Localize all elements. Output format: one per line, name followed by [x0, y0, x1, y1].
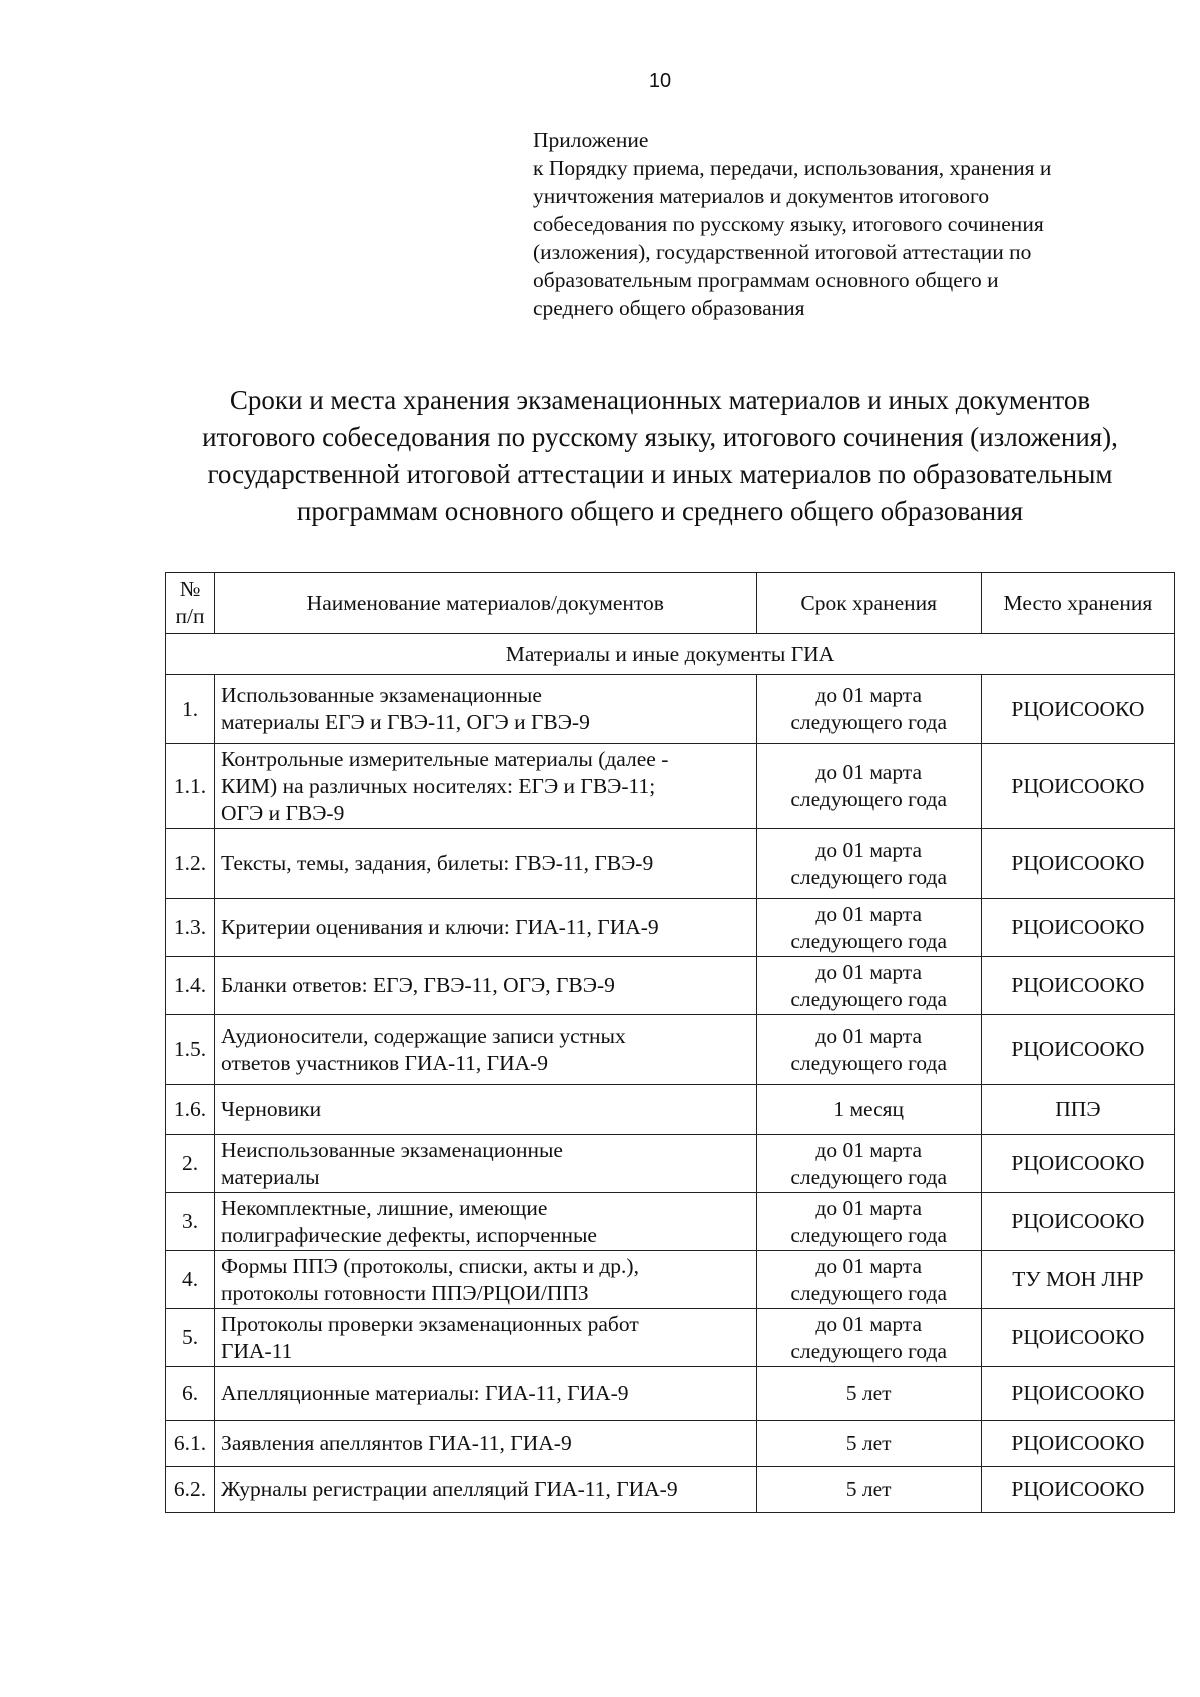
- section-row: [166, 634, 1175, 675]
- row-term-line: следующего года: [790, 864, 948, 889]
- row-number: [166, 899, 215, 957]
- row-place: [981, 1367, 1174, 1421]
- row-name-line: Неиспользованные экзаменационные: [221, 1137, 563, 1162]
- row-number: [166, 957, 215, 1015]
- row-term-line: до 01 марта: [815, 1311, 922, 1336]
- row-place: [981, 899, 1174, 957]
- row-term: [756, 1085, 981, 1135]
- table-row: [166, 957, 1175, 1015]
- row-term-line: до 01 марта: [815, 1195, 922, 1220]
- title-line: Сроки и места хранения экзаменационных материалов и иных документов: [229, 385, 1091, 415]
- table-header-row: [166, 573, 1175, 634]
- table-row: [166, 1467, 1175, 1513]
- row-place: [981, 1309, 1174, 1367]
- row-place: [981, 1135, 1174, 1193]
- row-place: [981, 1251, 1174, 1309]
- annex-line: уничтожения материалов и документов итогового: [533, 184, 990, 208]
- row-name-line: Черновики: [221, 1097, 322, 1121]
- header-num-line: п/п: [175, 604, 205, 628]
- row-term: [756, 1135, 981, 1193]
- row-number-line: 1.5.: [173, 1037, 207, 1061]
- row-name: [215, 899, 757, 957]
- row-place: [981, 829, 1174, 899]
- header-place: Место хранения: [981, 573, 1174, 634]
- row-term-line: 1 месяц: [833, 1097, 905, 1121]
- row-place-line: РЦОИСООКО: [1011, 1037, 1145, 1061]
- row-number-line: 6.: [181, 1381, 199, 1405]
- row-term-line: до 01 марта: [815, 837, 922, 862]
- row-name-line: ответов участников ГИА-11, ГИА-9: [221, 1050, 549, 1075]
- row-term-line: следующего года: [790, 928, 948, 953]
- row-number-line: 1.4.: [173, 973, 207, 997]
- table-row: [166, 1085, 1175, 1135]
- row-number-line: 6.2.: [173, 1477, 207, 1501]
- row-number: [166, 1467, 215, 1513]
- page-number: 10: [648, 70, 672, 92]
- row-number-line: 5.: [181, 1325, 199, 1349]
- row-term: [756, 1367, 981, 1421]
- row-term-line: 5 лет: [845, 1381, 892, 1405]
- row-place-line: РЦОИСООКО: [1011, 1431, 1145, 1455]
- table-row: [166, 1309, 1175, 1367]
- row-place-line: РЦОИСООКО: [1011, 1209, 1145, 1233]
- row-number-line: 1.2.: [173, 851, 207, 875]
- header-num: [166, 573, 215, 634]
- annex-line: (изложения), государственной итоговой аттестации по: [533, 240, 1032, 264]
- row-number: [166, 675, 215, 744]
- row-place: [981, 675, 1174, 744]
- row-name: [215, 1421, 757, 1467]
- row-name-line: ОГЭ и ГВЭ-9: [221, 800, 345, 825]
- row-name-line: Апелляционные материалы: ГИА-11, ГИА-9: [221, 1381, 629, 1405]
- row-number-line: 1.1.: [173, 773, 207, 798]
- row-number-line: 3.: [181, 1209, 199, 1233]
- row-place: [981, 1467, 1174, 1513]
- row-name: [215, 744, 757, 829]
- table-row: [166, 744, 1175, 829]
- row-name-line: Аудионосители, содержащие записи устных: [221, 1023, 626, 1048]
- row-term-line: до 01 марта: [815, 1137, 922, 1162]
- row-number: [166, 1309, 215, 1367]
- row-place: [981, 957, 1174, 1015]
- row-place: [981, 1015, 1174, 1085]
- row-term: [756, 675, 981, 744]
- title-line: государственной итоговой аттестации и иных материалов по образовательным: [207, 459, 1113, 489]
- row-place-line: РЦОИСООКО: [1011, 696, 1145, 721]
- row-name-line: Формы ППЭ (протоколы, списки, акты и др.),: [221, 1253, 639, 1278]
- header-name: Наименование материалов/документов: [215, 573, 757, 634]
- row-number-line: 1.6.: [173, 1097, 207, 1121]
- row-term: [756, 1251, 981, 1309]
- row-name-line: Бланки ответов: ЕГЭ, ГВЭ-11, ОГЭ, ГВЭ-9: [221, 973, 615, 997]
- row-place-line: РЦОИСООКО: [1011, 1151, 1145, 1175]
- row-name: [215, 1309, 757, 1367]
- row-name-line: материалы: [221, 1164, 320, 1189]
- storage-table: [165, 572, 1175, 1513]
- table-row: [166, 1367, 1175, 1421]
- row-term: [756, 744, 981, 829]
- row-number: [166, 1015, 215, 1085]
- row-name-line: полиграфические дефекты, испорченные: [221, 1222, 597, 1247]
- row-name: [215, 1467, 757, 1513]
- row-name-line: Тексты, темы, задания, билеты: ГВЭ-11, ГВЭ-9: [221, 851, 654, 875]
- row-place: [981, 1085, 1174, 1135]
- row-name-line: КИМ) на различных носителях: ЕГЭ и ГВЭ-11;: [221, 773, 656, 798]
- row-term-line: следующего года: [790, 787, 948, 811]
- row-term-line: до 01 марта: [815, 901, 922, 926]
- row-term: [756, 1467, 981, 1513]
- annex-line: к Порядку приема, передачи, использования, хранения и: [533, 156, 1052, 180]
- row-term-line: до 01 марта: [815, 683, 922, 707]
- row-number-line: 2.: [181, 1151, 199, 1175]
- row-name: [215, 675, 757, 744]
- row-place: [981, 1193, 1174, 1251]
- row-name-line: Контрольные измерительные материалы (далее -: [221, 746, 669, 771]
- row-term: [756, 829, 981, 899]
- row-term-line: 5 лет: [845, 1431, 892, 1455]
- row-name-line: Использованные экзаменационные: [221, 683, 542, 707]
- table-row: [166, 1251, 1175, 1309]
- table-row: [166, 675, 1175, 744]
- title-line: итогового собеседования по русскому языку, итогового сочинения (изложения),: [202, 422, 1118, 452]
- row-name-line: Заявления апеллянтов ГИА-11, ГИА-9: [221, 1431, 572, 1455]
- annex-line: среднего общего образования: [533, 296, 805, 320]
- row-name-line: Некомплектные, лишние, имеющие: [221, 1195, 548, 1220]
- row-term-line: до 01 марта: [815, 1253, 922, 1278]
- row-number: [166, 829, 215, 899]
- row-term: [756, 1193, 981, 1251]
- row-number: [166, 1085, 215, 1135]
- row-name-line: Протоколы проверки экзаменационных работ: [221, 1311, 639, 1336]
- row-term: [756, 1309, 981, 1367]
- row-term-line: следующего года: [790, 710, 948, 734]
- title-line: программам основного общего и среднего общего образования: [296, 496, 1024, 526]
- row-term: [756, 1015, 981, 1085]
- row-place: [981, 744, 1174, 829]
- row-term-line: 5 лет: [845, 1477, 892, 1501]
- row-number: [166, 1135, 215, 1193]
- row-term-line: следующего года: [790, 986, 948, 1011]
- row-name-line: материалы ЕГЭ и ГВЭ-11, ОГЭ и ГВЭ-9: [221, 710, 590, 734]
- row-name: [215, 1085, 757, 1135]
- row-name: [215, 1367, 757, 1421]
- row-name-line: ГИА-11: [221, 1338, 293, 1363]
- row-number-line: 1.: [181, 696, 199, 721]
- row-place-line: РЦОИСООКО: [1011, 773, 1145, 798]
- row-term: [756, 899, 981, 957]
- annex-label: Приложение: [533, 128, 649, 152]
- row-term: [756, 957, 981, 1015]
- row-term-line: до 01 марта: [815, 760, 922, 784]
- row-term-line: следующего года: [790, 1164, 948, 1189]
- row-term-line: следующего года: [790, 1280, 948, 1305]
- row-name: [215, 1135, 757, 1193]
- row-place-line: ППЭ: [1055, 1097, 1101, 1121]
- row-place-line: РЦОИСООКО: [1011, 973, 1145, 997]
- section-title: Материалы и иные документы ГИА: [166, 634, 1175, 675]
- row-number: [166, 1367, 215, 1421]
- row-number-line: 6.1.: [173, 1431, 207, 1455]
- table-row: [166, 899, 1175, 957]
- table-row: [166, 1193, 1175, 1251]
- row-name: [215, 1015, 757, 1085]
- row-name: [215, 1251, 757, 1309]
- annex-line: собеседования по русскому языку, итогового сочинения: [533, 212, 1044, 236]
- row-term: [756, 1421, 981, 1467]
- row-term-line: следующего года: [790, 1222, 948, 1247]
- row-place-line: РЦОИСООКО: [1011, 1477, 1145, 1501]
- row-number-line: 4.: [181, 1267, 199, 1291]
- header-term: Срок хранения: [756, 573, 981, 634]
- document-title: [150, 382, 1170, 530]
- row-number: [166, 1251, 215, 1309]
- row-name-line: протоколы готовности ППЭ/РЦОИ/ППЗ: [221, 1280, 589, 1305]
- annex-line: образовательным программам основного общего и: [533, 268, 999, 292]
- header-num-line: №: [179, 577, 201, 601]
- row-name-line: Журналы регистрации апелляций ГИА-11, ГИА-9: [221, 1477, 678, 1501]
- row-number-line: 1.3.: [173, 915, 207, 939]
- row-place-line: РЦОИСООКО: [1011, 915, 1145, 939]
- row-name: [215, 829, 757, 899]
- row-number: [166, 744, 215, 829]
- row-place-line: РЦОИСООКО: [1011, 851, 1145, 875]
- row-place-line: ТУ МОН ЛНР: [1012, 1267, 1144, 1291]
- row-name: [215, 1193, 757, 1251]
- row-term-line: следующего года: [790, 1050, 948, 1075]
- table-row: [166, 1015, 1175, 1085]
- row-name: [215, 957, 757, 1015]
- table-row: [166, 829, 1175, 899]
- table-row: [166, 1421, 1175, 1467]
- row-term-line: до 01 марта: [815, 959, 922, 984]
- row-name-line: Критерии оценивания и ключи: ГИА-11, ГИА-9: [221, 915, 659, 939]
- row-number: [166, 1193, 215, 1251]
- row-place-line: РЦОИСООКО: [1011, 1381, 1145, 1405]
- row-place: [981, 1421, 1174, 1467]
- row-term-line: до 01 марта: [815, 1023, 922, 1048]
- table-row: [166, 1135, 1175, 1193]
- row-place-line: РЦОИСООКО: [1011, 1325, 1145, 1349]
- row-term-line: следующего года: [790, 1338, 948, 1363]
- row-number: [166, 1421, 215, 1467]
- annex-note: [533, 126, 1153, 322]
